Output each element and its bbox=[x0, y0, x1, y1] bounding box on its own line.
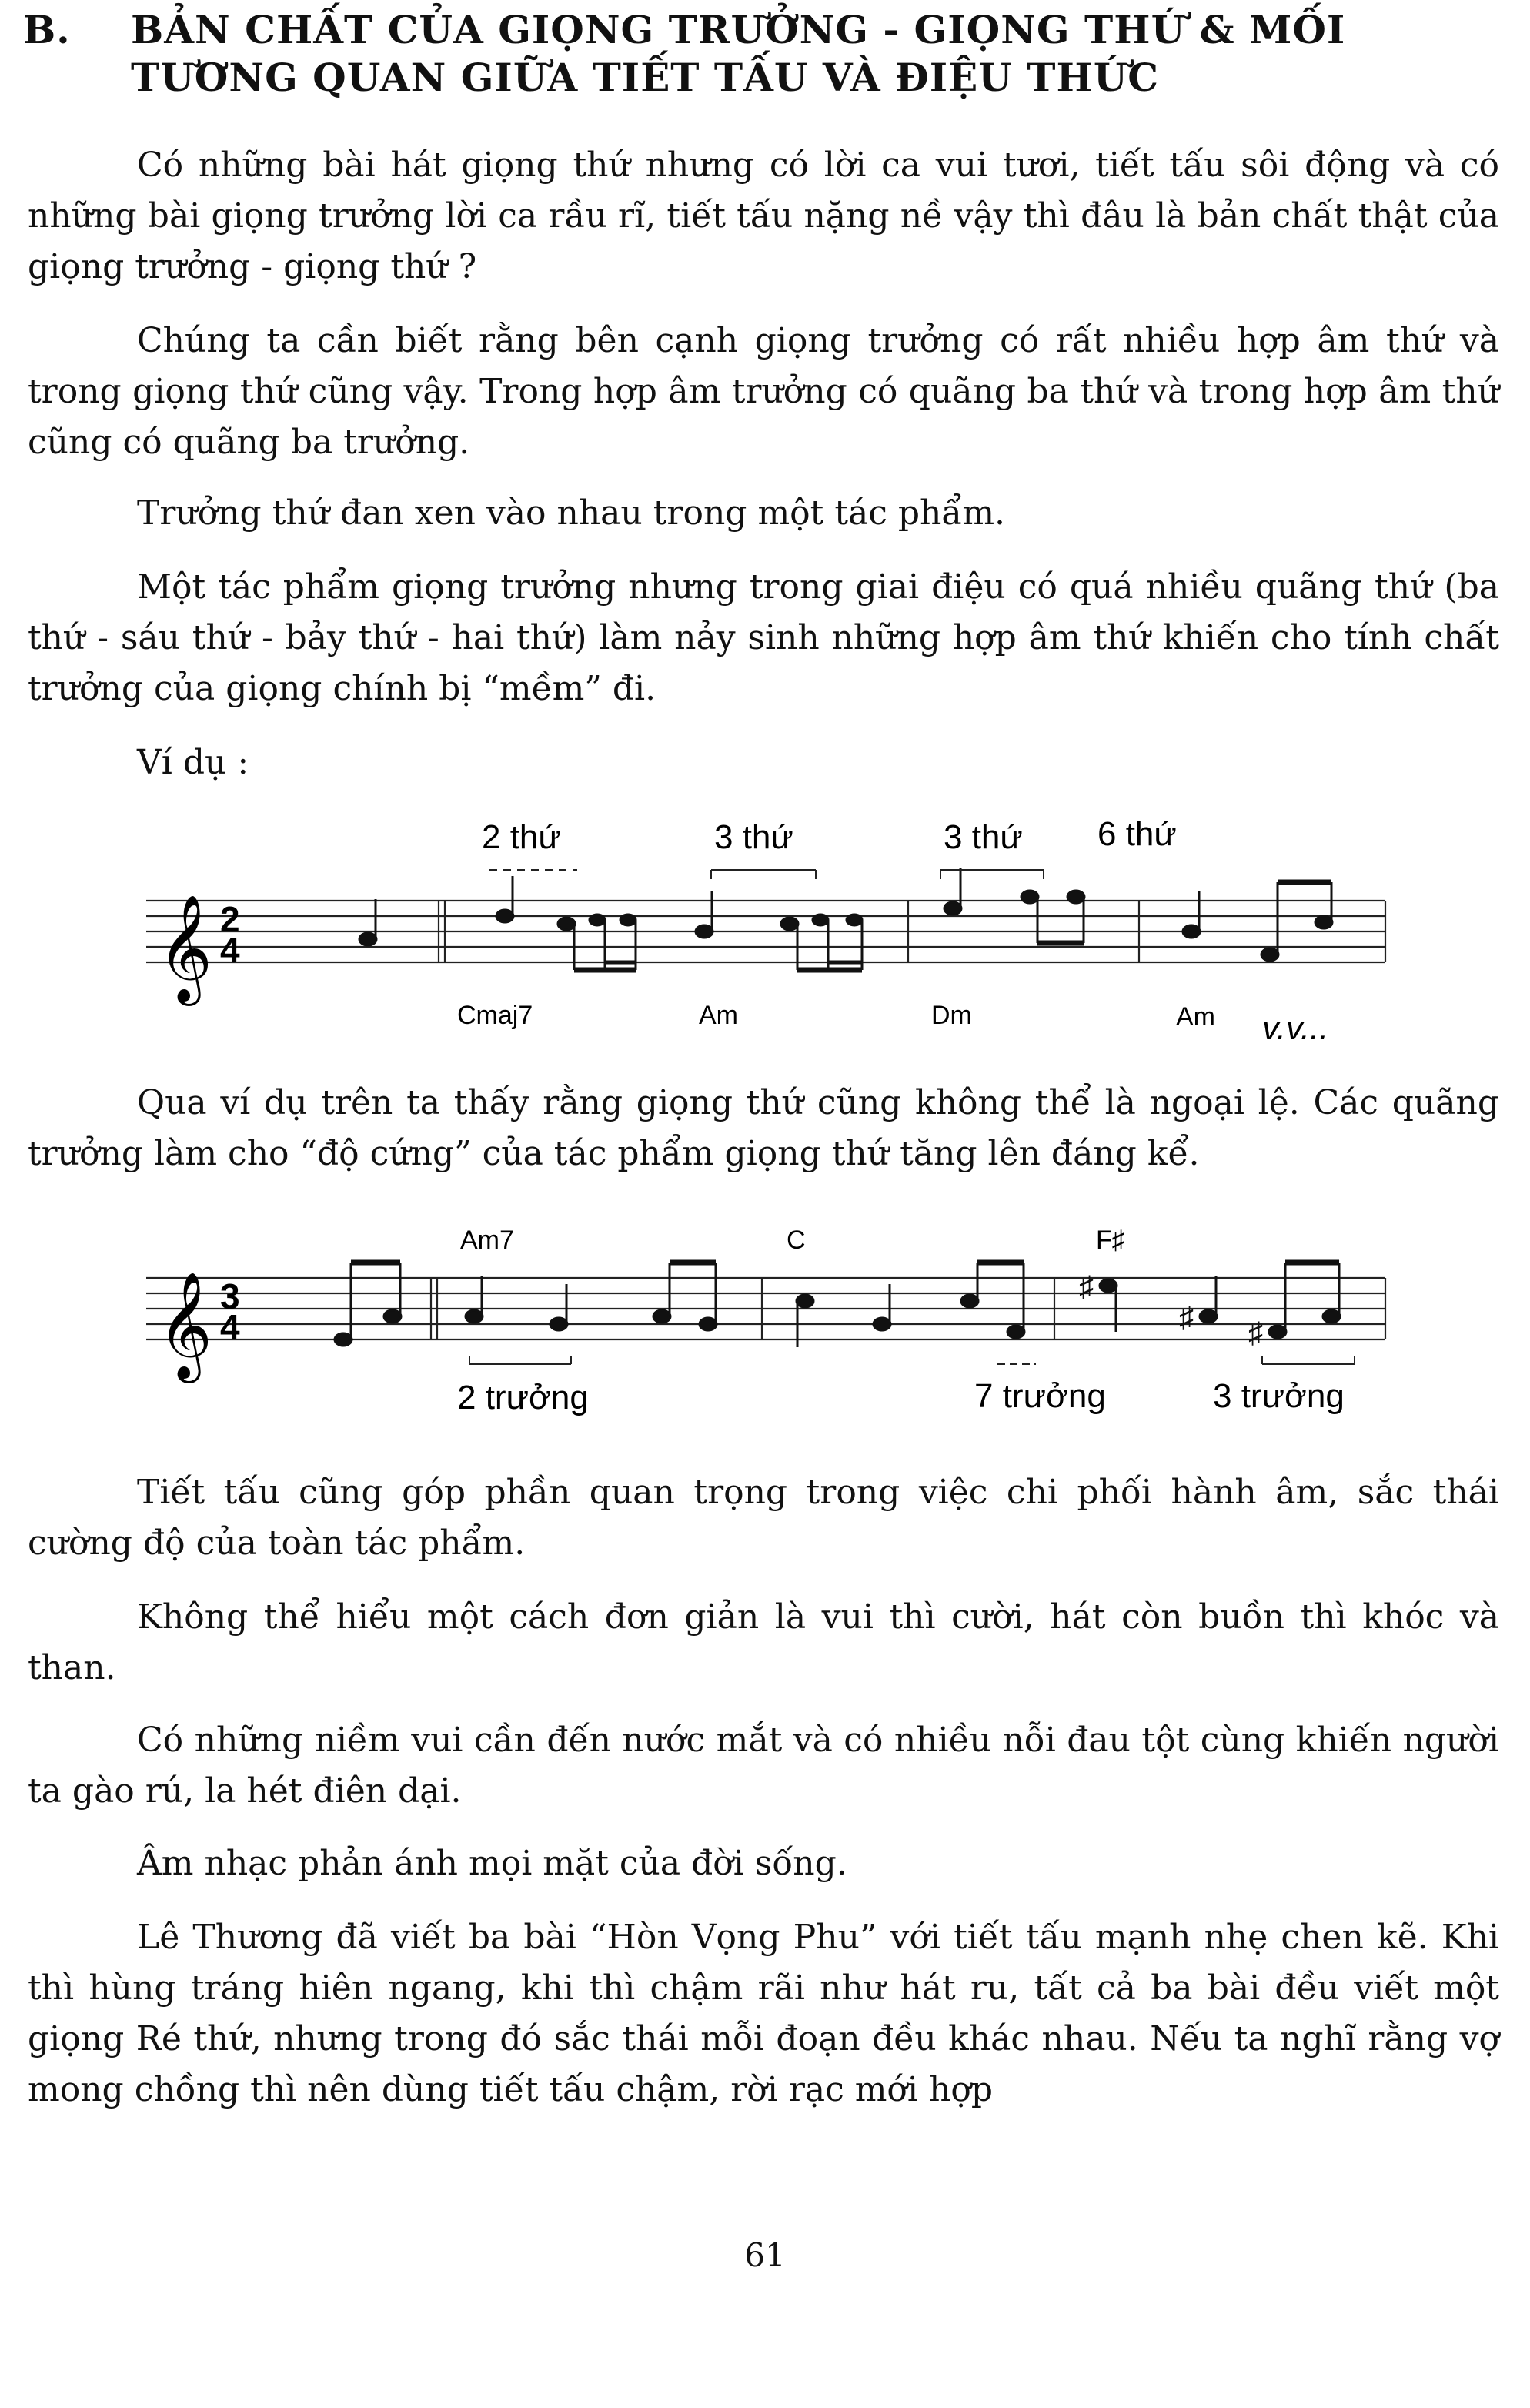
paragraph-3: Trưởng thứ đan xen vào nhau trong một tác phẩm. bbox=[137, 493, 1006, 533]
interval-label-7-truong: 7 trưởng bbox=[974, 1377, 1106, 1415]
time-signature-bottom: 4 bbox=[220, 1307, 240, 1347]
paragraph-4: Một tác phẩm giọng trưởng nhưng trong giai điệu có quá nhiều quãng thứ (ba thứ - sáu thứ - bảy thứ - hai thứ) làm nảy sinh những hợp âm thứ khiến cho tính chất trưởng của giọng chính bị “mềm” đi. bbox=[28, 567, 1499, 708]
paragraph-6: Tiết tấu cũng góp phần quan trọng trong việc chi phối hành âm, sắc thái cường độ của toàn tác phẩm. bbox=[28, 1473, 1499, 1563]
chord-label-2: Am bbox=[699, 1001, 738, 1030]
page-number: 61 bbox=[744, 2236, 786, 2274]
music-example-1 bbox=[0, 808, 1530, 1062]
interval-label-2-truong: 2 trưởng bbox=[457, 1379, 589, 1416]
example-label: Ví dụ : bbox=[137, 743, 249, 782]
svg-text:♯: ♯ bbox=[1079, 1271, 1094, 1303]
interval-label-1: 2 thứ bbox=[482, 818, 561, 856]
chord-label-am7: Am7 bbox=[460, 1226, 514, 1255]
chord-label-f-sharp: F♯ bbox=[1096, 1226, 1125, 1255]
treble-clef-icon: 𝄞 bbox=[158, 1273, 212, 1376]
treble-clef-icon: 𝄞 bbox=[158, 896, 212, 999]
time-signature-bottom: 4 bbox=[220, 930, 240, 970]
paragraph-9: Âm nhạc phản ánh mọi mặt của đời sống. bbox=[137, 1844, 847, 1883]
paragraph-8: Có những niềm vui cần đến nước mắt và có nhiều nỗi đau tột cùng khiến người ta gào rú, la hét điên dại. bbox=[28, 1721, 1499, 1811]
interval-label-4: 6 thứ bbox=[1097, 815, 1177, 853]
notes-group bbox=[359, 868, 1332, 970]
time-signature-top: 3 bbox=[220, 1276, 240, 1316]
heading-line-2: TƯƠNG QUAN GIỮA TIẾT TẤU VÀ ĐIỆU THỨC bbox=[131, 55, 1160, 100]
section-label: B. bbox=[23, 7, 71, 52]
section-heading bbox=[23, 6, 1501, 102]
chord-label-1: Cmaj7 bbox=[457, 1001, 533, 1030]
interval-label-2: 3 thứ bbox=[714, 818, 793, 856]
paragraph-10: Lê Thương đã viết ba bài “Hòn Vọng Phu” với tiết tấu mạnh nhẹ chen kẽ. Khi thì hùng tráng hiên ngang, khi thì chậm rãi như hát ru, tất cả ba bài đều viết một giọng Ré thứ, nhưng trong đó sắc thái mỗi đoạn đều khác nhau. Nếu ta nghĩ rằng vợ mong chồng thì nên dùng tiết tấu chậm, rời rạc mới hợp bbox=[28, 1918, 1499, 2109]
time-signature-top: 2 bbox=[220, 899, 240, 939]
paragraph-2: Chúng ta cần biết rằng bên cạnh giọng trưởng có rất nhiều hợp âm thứ và trong giọng thứ cũng vậy. Trong hợp âm trưởng có quãng ba thứ và trong hợp âm thứ cũng có quãng ba trưởng. bbox=[28, 321, 1499, 462]
interval-label-3: 3 thứ bbox=[944, 818, 1023, 856]
heading-line-1: BẢN CHẤT CỦA GIỌNG TRƯỞNG - GIỌNG THỨ & MỐI bbox=[131, 7, 1346, 52]
chord-label-4: Am bbox=[1176, 1002, 1215, 1032]
paragraph-7: Không thể hiểu một cách đơn giản là vui thì cười, hát còn buồn thì khóc và than. bbox=[28, 1597, 1499, 1687]
chord-label-c: C bbox=[787, 1226, 806, 1255]
svg-text:♯: ♯ bbox=[1179, 1302, 1194, 1334]
paragraph-1: Có những bài hát giọng thứ nhưng có lời ca vui tươi, tiết tấu sôi động và có những bài giọng trưởng lời ca rầu rĩ, tiết tấu nặng nề vậy thì đâu là bản chất thật của giọng trưởng - giọng thứ ? bbox=[28, 145, 1499, 286]
chord-label-3: Dm bbox=[931, 1001, 972, 1030]
svg-text:♯: ♯ bbox=[1248, 1317, 1263, 1349]
etc-label: v.v... bbox=[1262, 1009, 1329, 1047]
music-example-2 bbox=[0, 1216, 1530, 1447]
paragraph-5: Qua ví dụ trên ta thấy rằng giọng thứ cũng không thể là ngoại lệ. Các quãng trưởng làm cho “độ cứng” của tác phẩm giọng thứ tăng lên đáng kể. bbox=[28, 1083, 1499, 1173]
interval-label-3-truong: 3 trưởng bbox=[1213, 1377, 1345, 1415]
